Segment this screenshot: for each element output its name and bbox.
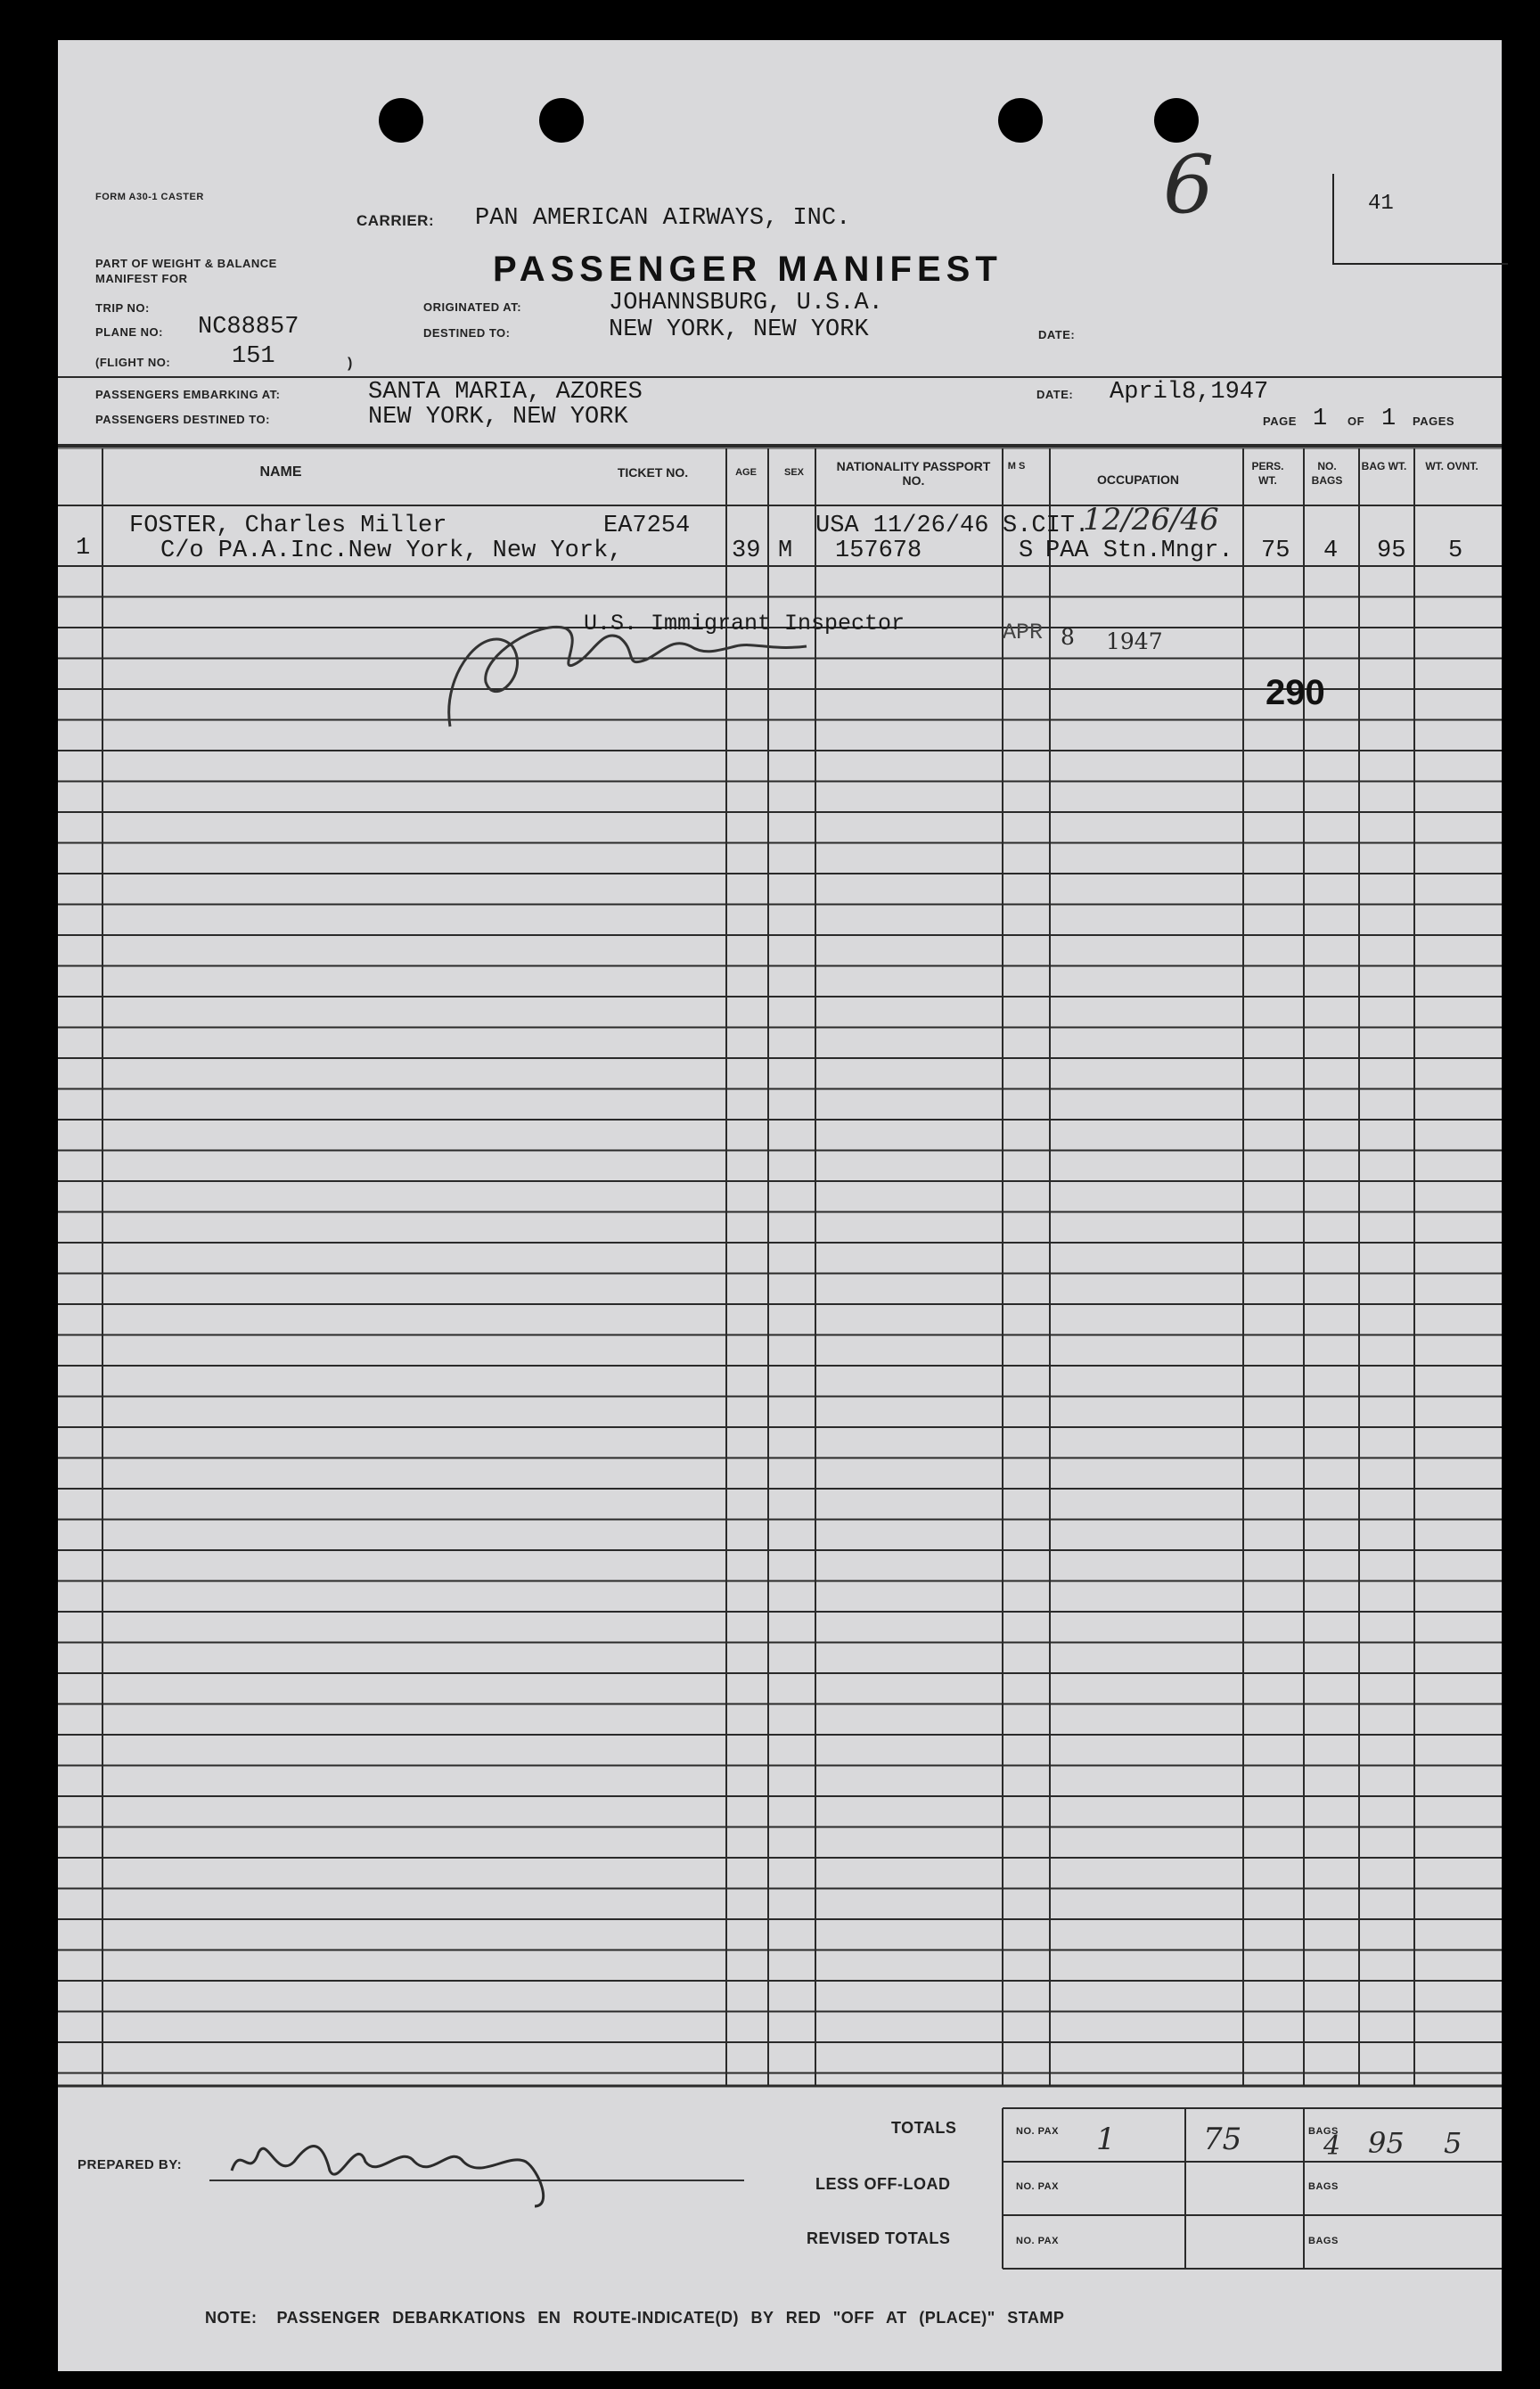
total-bags: 4	[1323, 2130, 1341, 2162]
passport-no: 157678	[835, 538, 922, 564]
col-header-occupation: OCCUPATION	[1096, 472, 1180, 487]
handwritten-date: 12/26/46	[1083, 502, 1219, 538]
page-label: PAGE	[1263, 415, 1297, 428]
page-number-box-value: 41	[1368, 192, 1394, 216]
col-header-wt-ovnt: WT. OVNT.	[1425, 460, 1479, 472]
date-value: April8,1947	[1110, 379, 1269, 406]
footer-note	[205, 2309, 1064, 2327]
bag-weight-total-note: 290	[1266, 673, 1325, 712]
originated-value: JOHANNSBURG, U.S.A.	[609, 290, 883, 316]
stamp-year: 1947	[1106, 628, 1163, 654]
plane-no-label: PLANE NO:	[95, 325, 163, 339]
total-pers-wt: 75	[1203, 2122, 1242, 2157]
passenger-name: FOSTER, Charles Miller	[129, 513, 447, 539]
trip-no-label: TRIP NO:	[95, 301, 150, 315]
nationality: USA 11/26/46	[815, 513, 989, 539]
col-header-name: NAME	[259, 464, 302, 480]
destined-pax-value: NEW YORK, NEW YORK	[368, 404, 628, 431]
bags-label: BAGS	[1308, 2236, 1339, 2246]
totals-label: TOTALS	[891, 2119, 957, 2137]
sex: M	[778, 538, 793, 564]
pages-value: 1	[1381, 406, 1397, 432]
footer-note-text: PASSENGER DEBARKATIONS EN ROUTE-INDICATE(D) BY RED "OFF AT (PLACE)" STAMP	[276, 2309, 1065, 2327]
col-header-ticket: TICKET NO.	[617, 465, 689, 480]
handwritten-number: 6	[1163, 138, 1215, 232]
carrier-label: CARRIER:	[356, 212, 435, 229]
col-header-pers-wt: PERS. WT.	[1251, 460, 1284, 487]
stamp-day: 8	[1061, 624, 1075, 650]
page-title: PASSENGER MANIFEST	[493, 250, 1003, 289]
col-header-no-bags: NO. BAGS	[1311, 460, 1343, 487]
originated-label: ORIGINATED AT:	[423, 300, 522, 314]
passenger-address: C/o PA.A.Inc.New York, New York,	[160, 538, 623, 564]
status: S.CIT.	[1003, 513, 1090, 539]
stamp-month: APR	[1003, 620, 1044, 645]
bag-wt: 95	[1377, 538, 1406, 564]
inspector-title: U.S. Immigrant Inspector	[584, 611, 905, 636]
occupation: PAA Stn.Mngr.	[1045, 538, 1233, 564]
pers-wt: 75	[1261, 538, 1290, 564]
destined-pax-label: PASSENGERS DESTINED TO:	[95, 413, 270, 426]
col-header-bag-wt: BAG WT.	[1361, 460, 1407, 472]
wt-ovnt: 5	[1448, 538, 1463, 564]
col-header-sex: SEX	[783, 467, 804, 478]
date-label-2: DATE:	[1036, 388, 1074, 401]
revised-totals-label: REVISED TOTALS	[807, 2229, 951, 2247]
inspector-signature	[432, 566, 985, 744]
no-bags: 4	[1323, 538, 1339, 564]
bags-label: BAGS	[1308, 2126, 1339, 2137]
bags-label: BAGS	[1308, 2181, 1339, 2192]
col-header-ms: M S	[1007, 461, 1026, 472]
embarking-value: SANTA MARIA, AZORES	[368, 379, 643, 406]
form-number: FORM A30-1 CASTER	[95, 192, 204, 202]
table-grid	[58, 40, 1502, 2371]
col-header-nationality: NATIONALITY PASSPORT NO.	[836, 459, 991, 488]
prepared-by-label: PREPARED BY:	[78, 2157, 183, 2172]
marital-status: S	[1019, 538, 1034, 564]
plane-no-value: NC88857	[198, 314, 299, 341]
total-bag-wt: 95	[1368, 2126, 1405, 2160]
date-label-1: DATE:	[1038, 328, 1076, 341]
flight-no-label: (FLIGHT NO:	[95, 356, 171, 369]
total-pax: 1	[1096, 2122, 1116, 2157]
col-header-age: AGE	[735, 467, 757, 478]
part-of-label: PART OF WEIGHT & BALANCE MANIFEST FOR	[95, 257, 277, 285]
carrier-value: PAN AMERICAN AIRWAYS, INC.	[475, 205, 851, 232]
flight-no-value: 151	[232, 343, 275, 370]
no-pax-label: NO. PAX	[1016, 2126, 1059, 2137]
destined-value: NEW YORK, NEW YORK	[609, 316, 869, 343]
destined-label: DESTINED TO:	[423, 326, 511, 340]
no-pax-label: NO. PAX	[1016, 2181, 1059, 2192]
flight-close-paren: )	[348, 356, 353, 371]
less-off-load-label: LESS OFF-LOAD	[815, 2175, 951, 2193]
total-ovnt: 5	[1444, 2126, 1462, 2160]
embarking-label: PASSENGERS EMBARKING AT:	[95, 388, 281, 401]
of-label: OF	[1348, 415, 1365, 428]
no-pax-label: NO. PAX	[1016, 2236, 1059, 2246]
ticket-no: EA7254	[603, 513, 691, 539]
row-number: 1	[76, 535, 91, 562]
manifest-sheet	[58, 40, 1502, 2371]
footer-note-label: NOTE:	[205, 2309, 258, 2327]
preparer-signature	[223, 2108, 686, 2215]
pages-label: PAGES	[1413, 415, 1455, 428]
age: 39	[732, 538, 761, 564]
page-value: 1	[1313, 406, 1328, 432]
